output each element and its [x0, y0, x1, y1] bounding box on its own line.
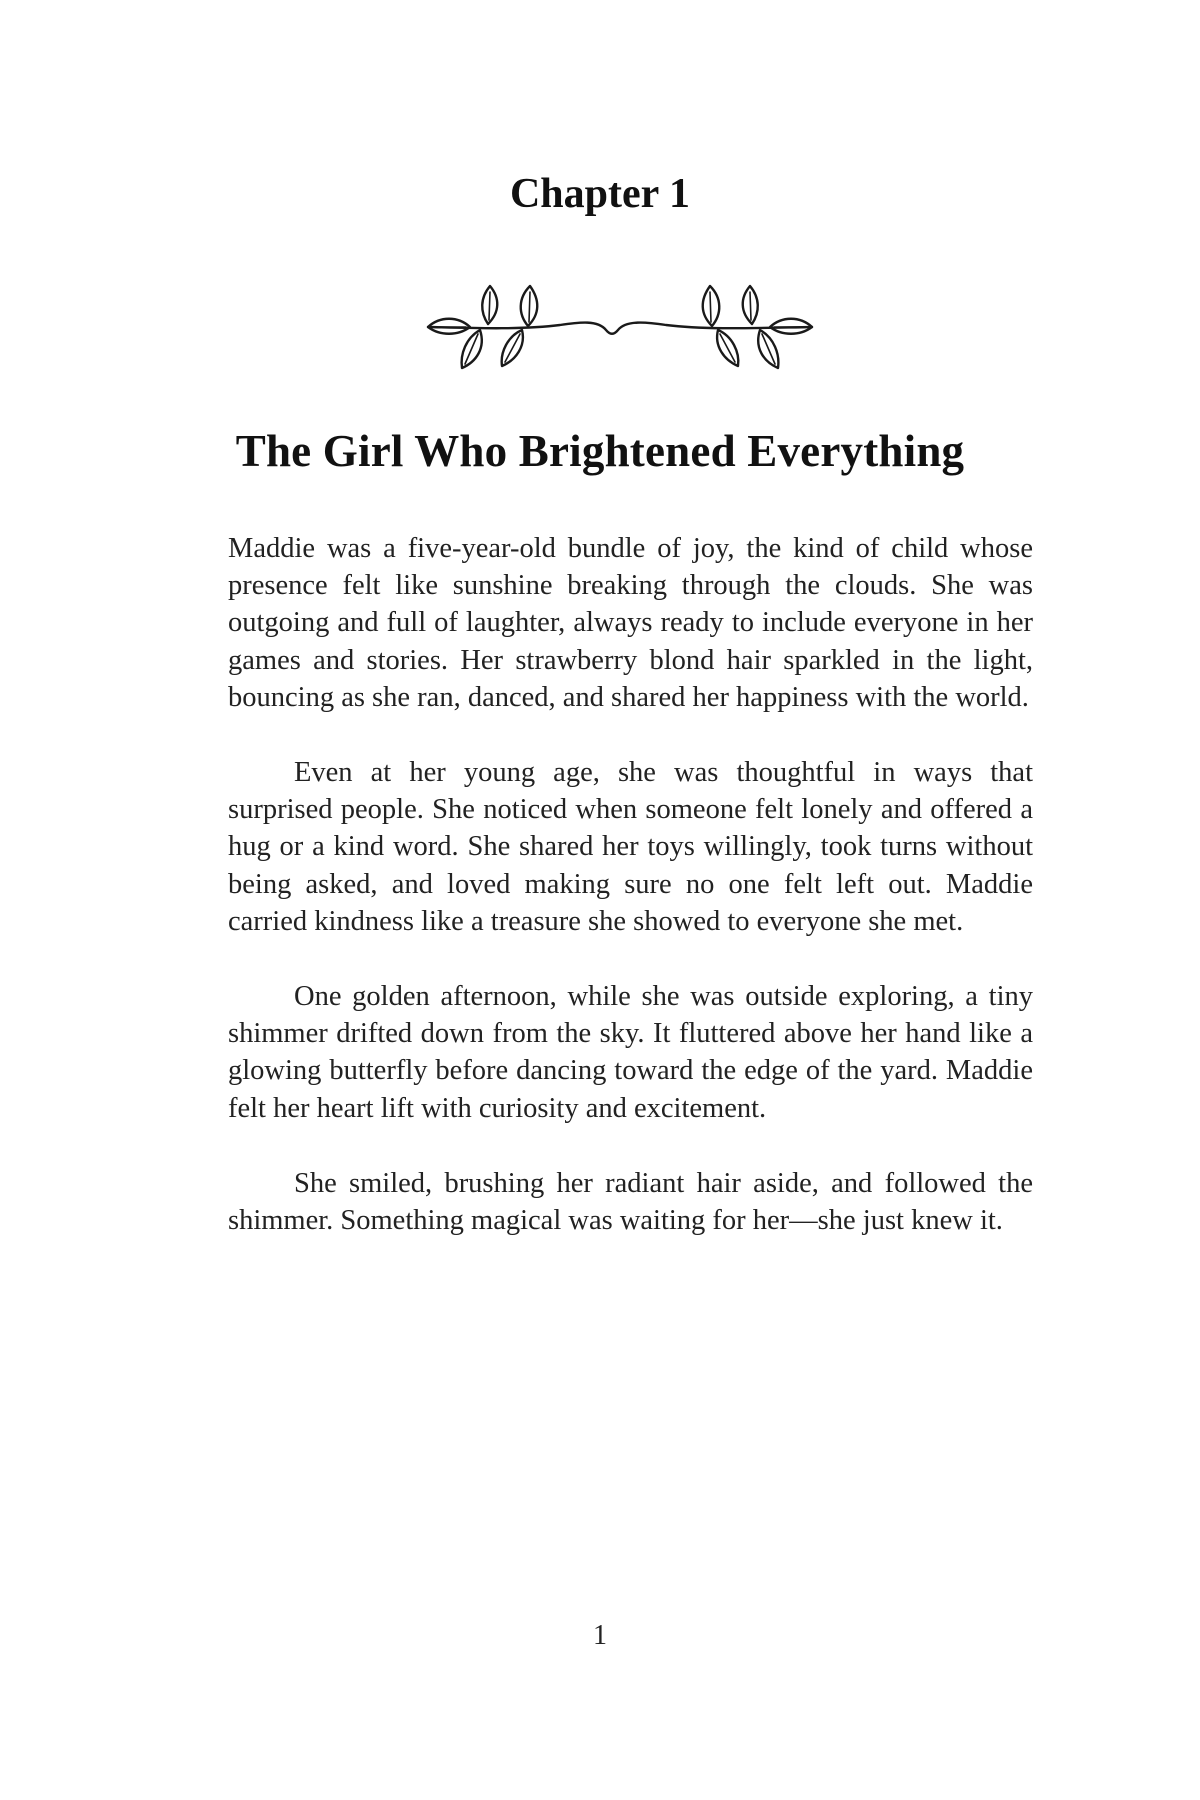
chapter-title: The Girl Who Brightened Everything — [235, 426, 965, 476]
paragraph: She smiled, brushing her radiant hair aside, and followed the shimmer. Something magical was waiting for her—she just knew it. — [228, 1167, 1033, 1237]
paragraph: Even at her young age, she was thoughtful in ways that surprised people. She noticed when someone felt lonely and offered a hug or a kind word. She shared her toys willingly, took turns without being asked, and loved making sure no one felt left out. Maddie carried kindness like a treasure she showed to everyone she met. — [228, 757, 1033, 937]
laurel-divider-icon — [410, 272, 830, 382]
chapter-body — [228, 530, 1033, 1277]
chapter-label: Chapter 1 — [509, 171, 691, 217]
page-number: 1 — [593, 1620, 607, 1651]
paragraph: Maddie was a five-year-old bundle of joy, the kind of child whose presence felt like sunshine breaking through the clouds. She was outgoing and full of laughter, always ready to include everyone in her games and stories. Her strawberry blond hair sparkled in the light, bouncing as she ran, danced, and shared her happiness with the world. — [228, 533, 1033, 713]
paragraph: One golden afternoon, while she was outside exploring, a tiny shimmer drifted down from the sky. It fluttered above her hand like a glowing butterfly before dancing toward the edge of the yard. Maddie felt her heart lift with curiosity and excitement. — [228, 981, 1033, 1124]
